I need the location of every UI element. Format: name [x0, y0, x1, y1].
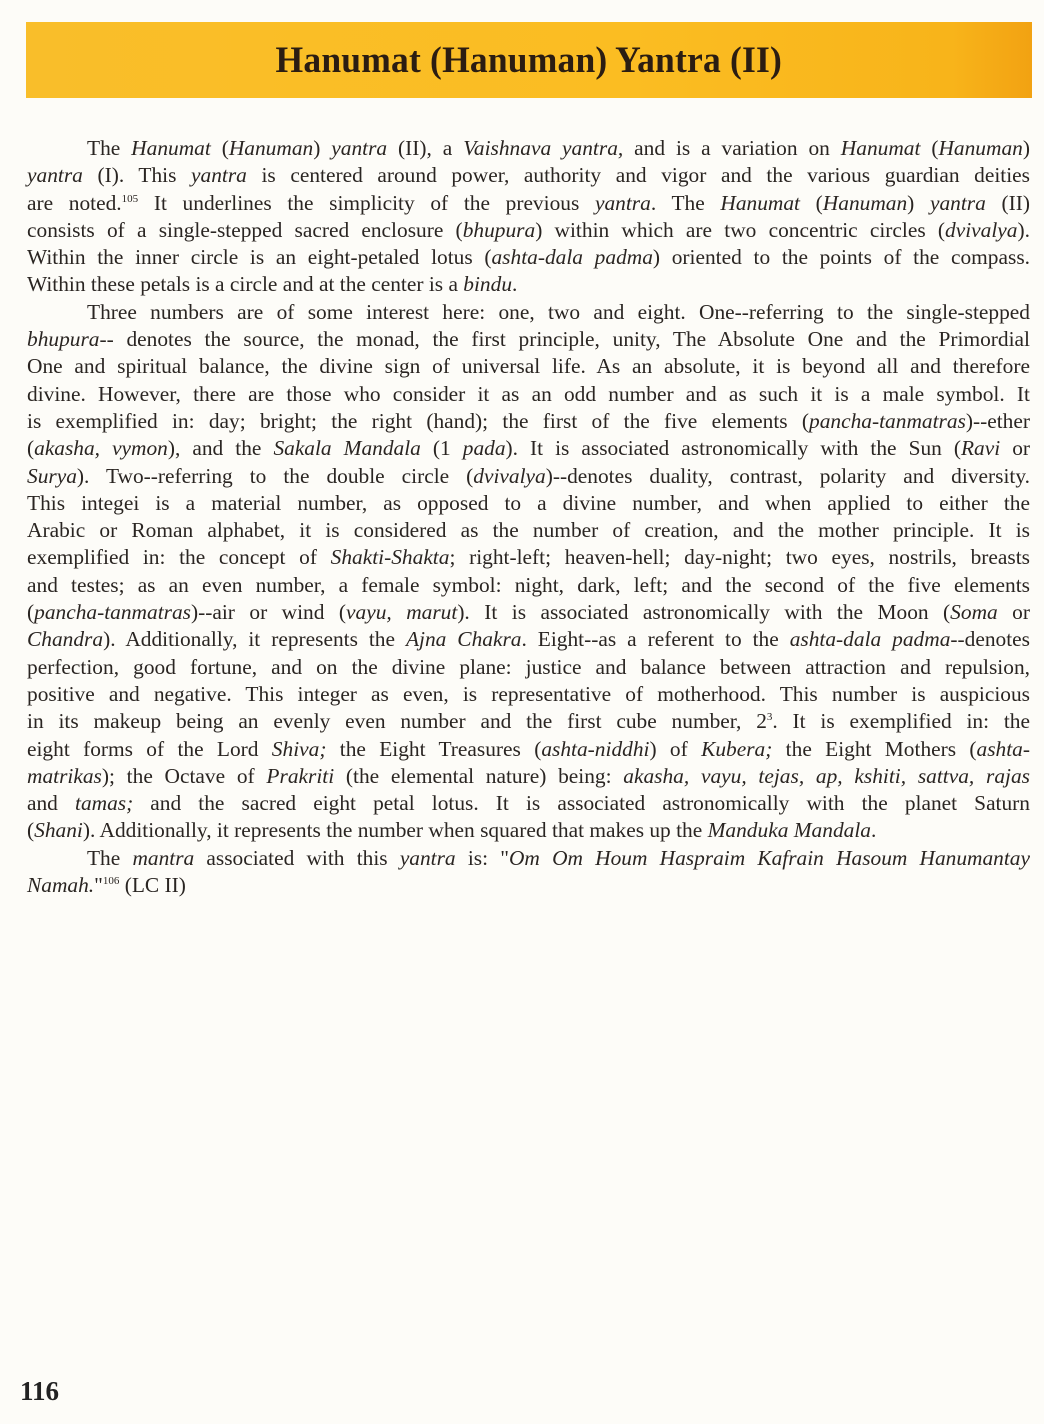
text-run: ( [920, 136, 939, 160]
text-line [27, 845, 1030, 872]
text-run: or [997, 600, 1030, 625]
italic-term: pancha-tanmatras [809, 408, 966, 433]
text-run: ) within which are two concentric circles ( [535, 217, 946, 242]
text-line [27, 681, 1030, 708]
italic-term: ashta-dala padma [491, 245, 653, 270]
italic-term: Hanuman [822, 190, 908, 215]
text-run: ( [210, 136, 229, 160]
italic-term: Namah. [27, 873, 95, 898]
text-run: ) oriented to the points of the compass. [652, 245, 1030, 270]
text-run: ) [313, 136, 332, 160]
text-run: ). Two--referring to the double circle ( [76, 463, 474, 488]
text-run: ( [27, 818, 35, 843]
text-line [27, 817, 1030, 844]
text-run: (1 [420, 436, 463, 461]
text-run: . [512, 272, 518, 297]
italic-term: pancha-tanmatras [34, 600, 191, 625]
text-run: )--ether [965, 408, 1030, 433]
text-run: ) [1022, 136, 1030, 160]
italic-term: yantra [929, 190, 986, 215]
text-run: It underlines the simplicity of the previous [138, 190, 595, 215]
text-run: consists of a single-stepped sacred enclosure ( [27, 217, 463, 242]
text-run: and the sacred eight petal lotus. It is associated astronomically with the planet Saturn [133, 791, 1030, 816]
text-run: (II) [985, 190, 1030, 215]
italic-term: bindu [463, 272, 513, 297]
text-line [27, 763, 1030, 790]
italic-term: ashta-dala padma [789, 627, 951, 652]
title-banner [26, 22, 1032, 98]
text-run: Arabic or Roman alphabet, it is considered as the number of creation, and the mother principle. It is [27, 518, 1030, 543]
italic-term: Om Om Houm Haspraim Kafrain Hasoum Hanumantay [508, 845, 1030, 870]
text-run: the Eight Treasures ( [326, 736, 542, 761]
text-run: )--denotes duality, contrast, polarity and diversity. [545, 463, 1030, 488]
text-run: " [94, 873, 103, 898]
text-run: is: " [455, 845, 509, 870]
italic-term: Hanuman [938, 136, 1023, 160]
text-line [27, 244, 1030, 271]
text-run: associated with this [194, 845, 400, 870]
text-run: and testes; as an even number, a female symbol: night, dark, left; and the second of the five elements [27, 572, 1030, 597]
text-run: ( [27, 436, 35, 461]
footnote-ref: 105 [121, 192, 139, 205]
italic-term: bhupura [462, 217, 536, 242]
page-title: Hanumat (Hanuman) Yantra (II) [275, 39, 783, 81]
text-line [27, 463, 1030, 490]
italic-term: yantra [594, 190, 651, 215]
text-run: . It is exemplified in: the [772, 709, 1030, 734]
text-run: ) of [649, 736, 702, 761]
text-run: ; right-left; heaven-hell; day-night; two eyes, nostrils, breasts [449, 545, 1030, 570]
text-run: ( [27, 600, 35, 625]
text-line [27, 162, 1030, 189]
italic-term: matrikas [27, 763, 102, 788]
text-line [27, 326, 1030, 353]
italic-term: Surya [27, 463, 77, 488]
text-run: -- denotes the source, the monad, the first principle, unity, The Absolute One and the Primordial [99, 327, 1030, 352]
text-line [27, 217, 1030, 244]
text-line [27, 381, 1030, 408]
text-run: ); the Octave of [101, 763, 267, 788]
text-run: Three numbers are of some interest here: one, two and eight. One--referring to the single-stepped [87, 299, 1030, 324]
italic-term: Soma [950, 600, 998, 625]
italic-term: Ravi [961, 436, 1001, 461]
text-run: is exemplified in: day; bright; the right (hand); the first of the five elements ( [27, 408, 810, 433]
italic-term: ashta-niddhi [541, 736, 650, 761]
text-run: ). [1017, 217, 1030, 242]
page-number: 116 [20, 1376, 60, 1406]
text-run: ). It is associated astronomically with the Moon ( [457, 600, 951, 625]
text-run: eight forms of the Lord [27, 736, 272, 761]
body-text [27, 135, 1030, 899]
text-line [27, 408, 1030, 435]
text-run: or [1000, 436, 1031, 461]
italic-term: Shani [34, 818, 83, 843]
text-line [27, 790, 1030, 817]
italic-term: yantra [191, 163, 247, 188]
text-run: are noted. [27, 190, 122, 215]
text-run: in its makeup being an evenly even number and the first cube number, 2 [27, 709, 767, 734]
text-run: . [870, 818, 877, 843]
italic-term: dvivalya [473, 463, 546, 488]
text-run: The [87, 136, 132, 160]
text-line [27, 299, 1030, 326]
text-run: divine. However, there are those who consider it as an odd number and as such it is a male symbol. It [27, 381, 1030, 406]
text-line [27, 190, 1030, 217]
text-line [27, 872, 1030, 899]
italic-term: dvivalya [945, 217, 1018, 242]
text-run: --denotes [950, 627, 1030, 652]
italic-term: Chandra [27, 627, 104, 652]
italic-term: bhupura [27, 327, 100, 352]
text-run: One and spiritual balance, the divine sign of universal life. As an absolute, it is beyond all and therefore [27, 354, 1030, 379]
text-run: ). It is associated astronomically with the Sun ( [505, 436, 961, 461]
text-line [27, 626, 1030, 653]
text-run: and [27, 791, 75, 816]
text-run: ), and the [167, 436, 274, 461]
text-run: (II), a [387, 136, 464, 160]
text-run: ) [907, 190, 930, 215]
italic-term: Hanumat [720, 190, 800, 215]
italic-term: Vaishnava yantra, [463, 136, 624, 160]
text-run: (I). This [82, 163, 192, 188]
footnote-ref: 106 [102, 875, 120, 888]
text-run: and is a variation on [623, 136, 841, 160]
text-line [27, 708, 1030, 735]
text-run: (the elemental nature) being: [334, 763, 624, 788]
text-line [27, 517, 1030, 544]
text-run: ). Additionally, it represents the number when squared that makes up the [82, 818, 708, 843]
italic-term: Kubera; [701, 736, 773, 761]
italic-term: akasha, vayu, tejas, ap, kshiti, sattva, rajas [623, 763, 1030, 788]
italic-term: Sakala Mandala [273, 436, 421, 461]
text-run: exemplified in: the concept of [27, 545, 331, 570]
text-run: (LC II) [119, 873, 186, 898]
italic-term: yantra [399, 845, 456, 870]
italic-term: Shakti-Shakta [330, 545, 450, 570]
italic-term: akasha, vymon [34, 436, 168, 461]
italic-term: Manduka Mandala [707, 818, 871, 843]
text-line [27, 490, 1030, 517]
text-run: The [87, 845, 133, 870]
italic-term: yantra [27, 163, 83, 188]
text-run: the Eight Mothers ( [772, 736, 977, 761]
italic-term: Hanuman [228, 136, 314, 160]
text-line [27, 435, 1030, 462]
text-run: . The [650, 190, 721, 215]
text-run: ( [800, 190, 823, 215]
italic-term: Ajna Chakra [405, 627, 522, 652]
italic-term: yantra [331, 136, 388, 160]
text-run: Within the inner circle is an eight-petaled lotus ( [27, 245, 492, 270]
text-run: Within these petals is a circle and at the center is a [27, 272, 464, 297]
text-line [27, 599, 1030, 626]
text-run: positive and negative. This integer as even, is representative of motherhood. This number is auspicious [27, 681, 1030, 706]
text-line [27, 736, 1030, 763]
italic-term: ashta- [976, 736, 1030, 761]
italic-term: Hanumat [131, 136, 211, 160]
italic-term: pada [462, 436, 506, 461]
text-line [27, 654, 1030, 681]
text-line [27, 271, 1030, 298]
text-run: . Eight--as a referent to the [521, 627, 790, 652]
text-run: ). Additionally, it represents the [103, 627, 406, 652]
italic-term: Shiva; [271, 736, 327, 761]
text-line [27, 544, 1030, 571]
italic-term: tamas; [75, 791, 134, 816]
text-line [27, 572, 1030, 599]
italic-term: mantra [132, 845, 195, 870]
text-run: This integei is a material number, as opposed to a divine number, and when applied to either the [27, 490, 1030, 515]
text-line [27, 353, 1030, 380]
text-run: is centered around power, authority and vigor and the various guardian deities [246, 163, 1030, 188]
text-run: perfection, good fortune, and on the divine plane: justice and balance between attraction and repulsion, [27, 654, 1030, 679]
text-line [27, 135, 1030, 162]
footnote-ref: 3 [766, 711, 773, 724]
text-run: )--air or wind ( [190, 600, 347, 625]
italic-term: Hanumat [840, 136, 921, 160]
italic-term: Prakriti [266, 763, 335, 788]
italic-term: vayu, marut [346, 600, 458, 625]
